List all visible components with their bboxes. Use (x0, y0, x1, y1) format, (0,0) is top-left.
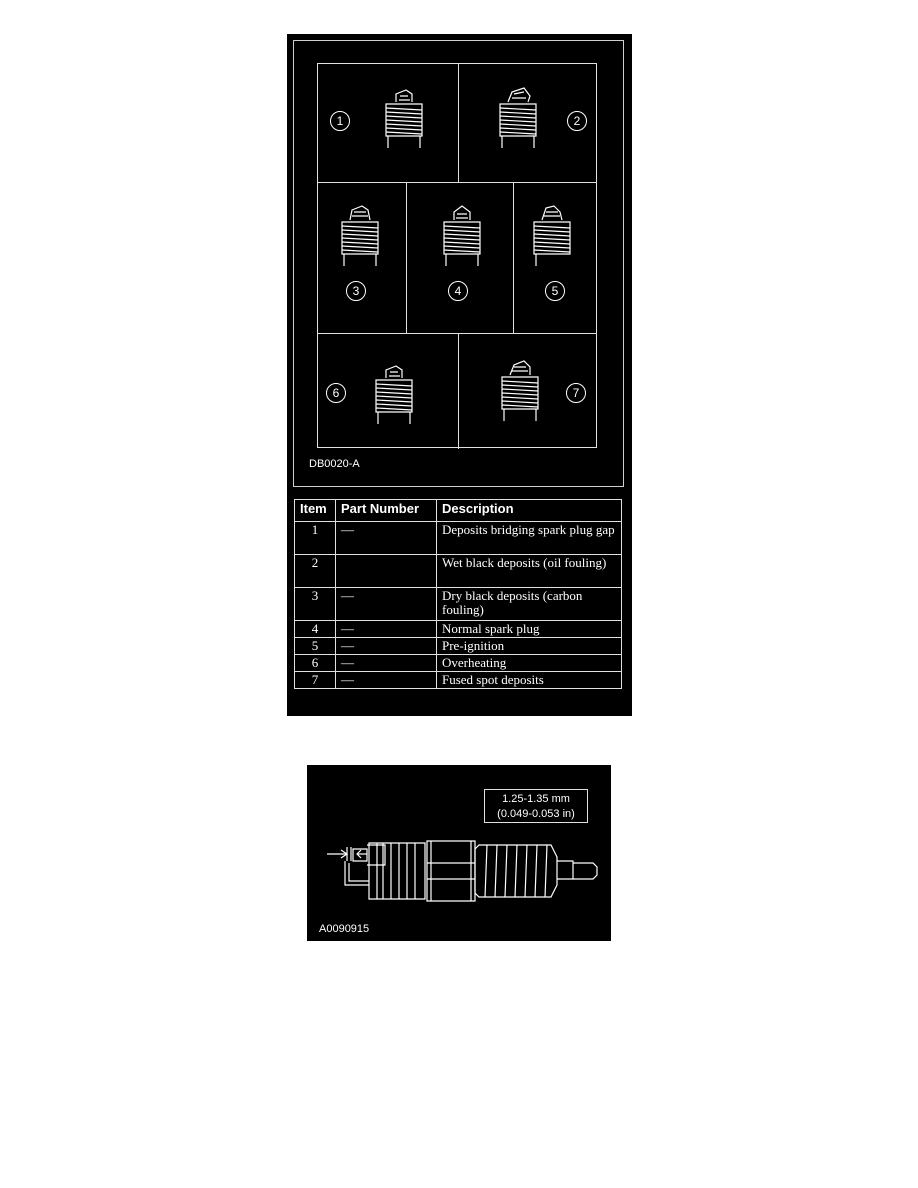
spark-plug-icon (366, 362, 422, 432)
description-cell: Deposits bridging spark plug gap (437, 522, 622, 555)
description-cell: Overheating (437, 655, 622, 672)
part-number-cell: — (336, 672, 437, 689)
table-row (295, 672, 622, 689)
table-header-row (295, 500, 622, 522)
item-cell: 6 (295, 655, 336, 672)
callout-7: 7 (566, 383, 586, 403)
part-number-cell: — (336, 655, 437, 672)
table-row (295, 621, 622, 638)
description-cell: Wet black deposits (oil fouling) (437, 555, 622, 588)
callout-4: 4 (448, 281, 468, 301)
description-cell: Normal spark plug (437, 621, 622, 638)
panel-divider (318, 333, 596, 334)
description-cell: Dry black deposits (carbon fouling) (437, 588, 622, 621)
table-row (295, 588, 622, 621)
part-number-cell: — (336, 588, 437, 621)
gap-spec-metric: 1.25-1.35 mm (502, 793, 570, 805)
panel-divider (406, 182, 407, 333)
description-cell: Pre-ignition (437, 638, 622, 655)
panel-divider (513, 182, 514, 333)
table-row (295, 555, 622, 588)
figure-code: A0090915 (319, 923, 370, 935)
gap-spec-imperial: (0.049-0.053 in) (497, 808, 575, 820)
spark-plug-gap-figure (307, 765, 611, 941)
part-number-cell: — (336, 621, 437, 638)
callout-2: 2 (567, 111, 587, 131)
spark-plug-icon (332, 204, 388, 274)
column-header: Item (295, 500, 336, 522)
spark-plug-icon (490, 86, 546, 156)
part-number-cell: — (336, 522, 437, 555)
spark-plug-icon (376, 86, 432, 156)
spark-plug-icon (492, 359, 548, 429)
callout-6: 6 (326, 383, 346, 403)
callout-5: 5 (545, 281, 565, 301)
column-header: Description (437, 500, 622, 522)
item-cell: 5 (295, 638, 336, 655)
item-cell: 3 (295, 588, 336, 621)
callout-3: 3 (346, 281, 366, 301)
item-cell: 2 (295, 555, 336, 588)
item-cell: 4 (295, 621, 336, 638)
part-number-cell: — (336, 638, 437, 655)
spark-plug-icon (524, 204, 580, 274)
spark-plug-side-view-icon (307, 765, 611, 941)
description-cell: Fused spot deposits (437, 672, 622, 689)
table-row (295, 522, 622, 555)
panel-divider (458, 64, 459, 182)
callout-1: 1 (330, 111, 350, 131)
panel-divider (458, 333, 459, 449)
column-header: Part Number (336, 500, 437, 522)
part-number-cell (336, 555, 437, 588)
plug-condition-table (294, 499, 622, 689)
item-cell: 7 (295, 672, 336, 689)
panel-divider (318, 182, 596, 183)
plug-panel-grid (317, 63, 597, 448)
spark-plug-icon (434, 204, 490, 274)
table-row (295, 655, 622, 672)
figure-code: DB0020-A (309, 458, 360, 470)
spark-plug-condition-figure (287, 34, 632, 716)
item-cell: 1 (295, 522, 336, 555)
table-row (295, 638, 622, 655)
